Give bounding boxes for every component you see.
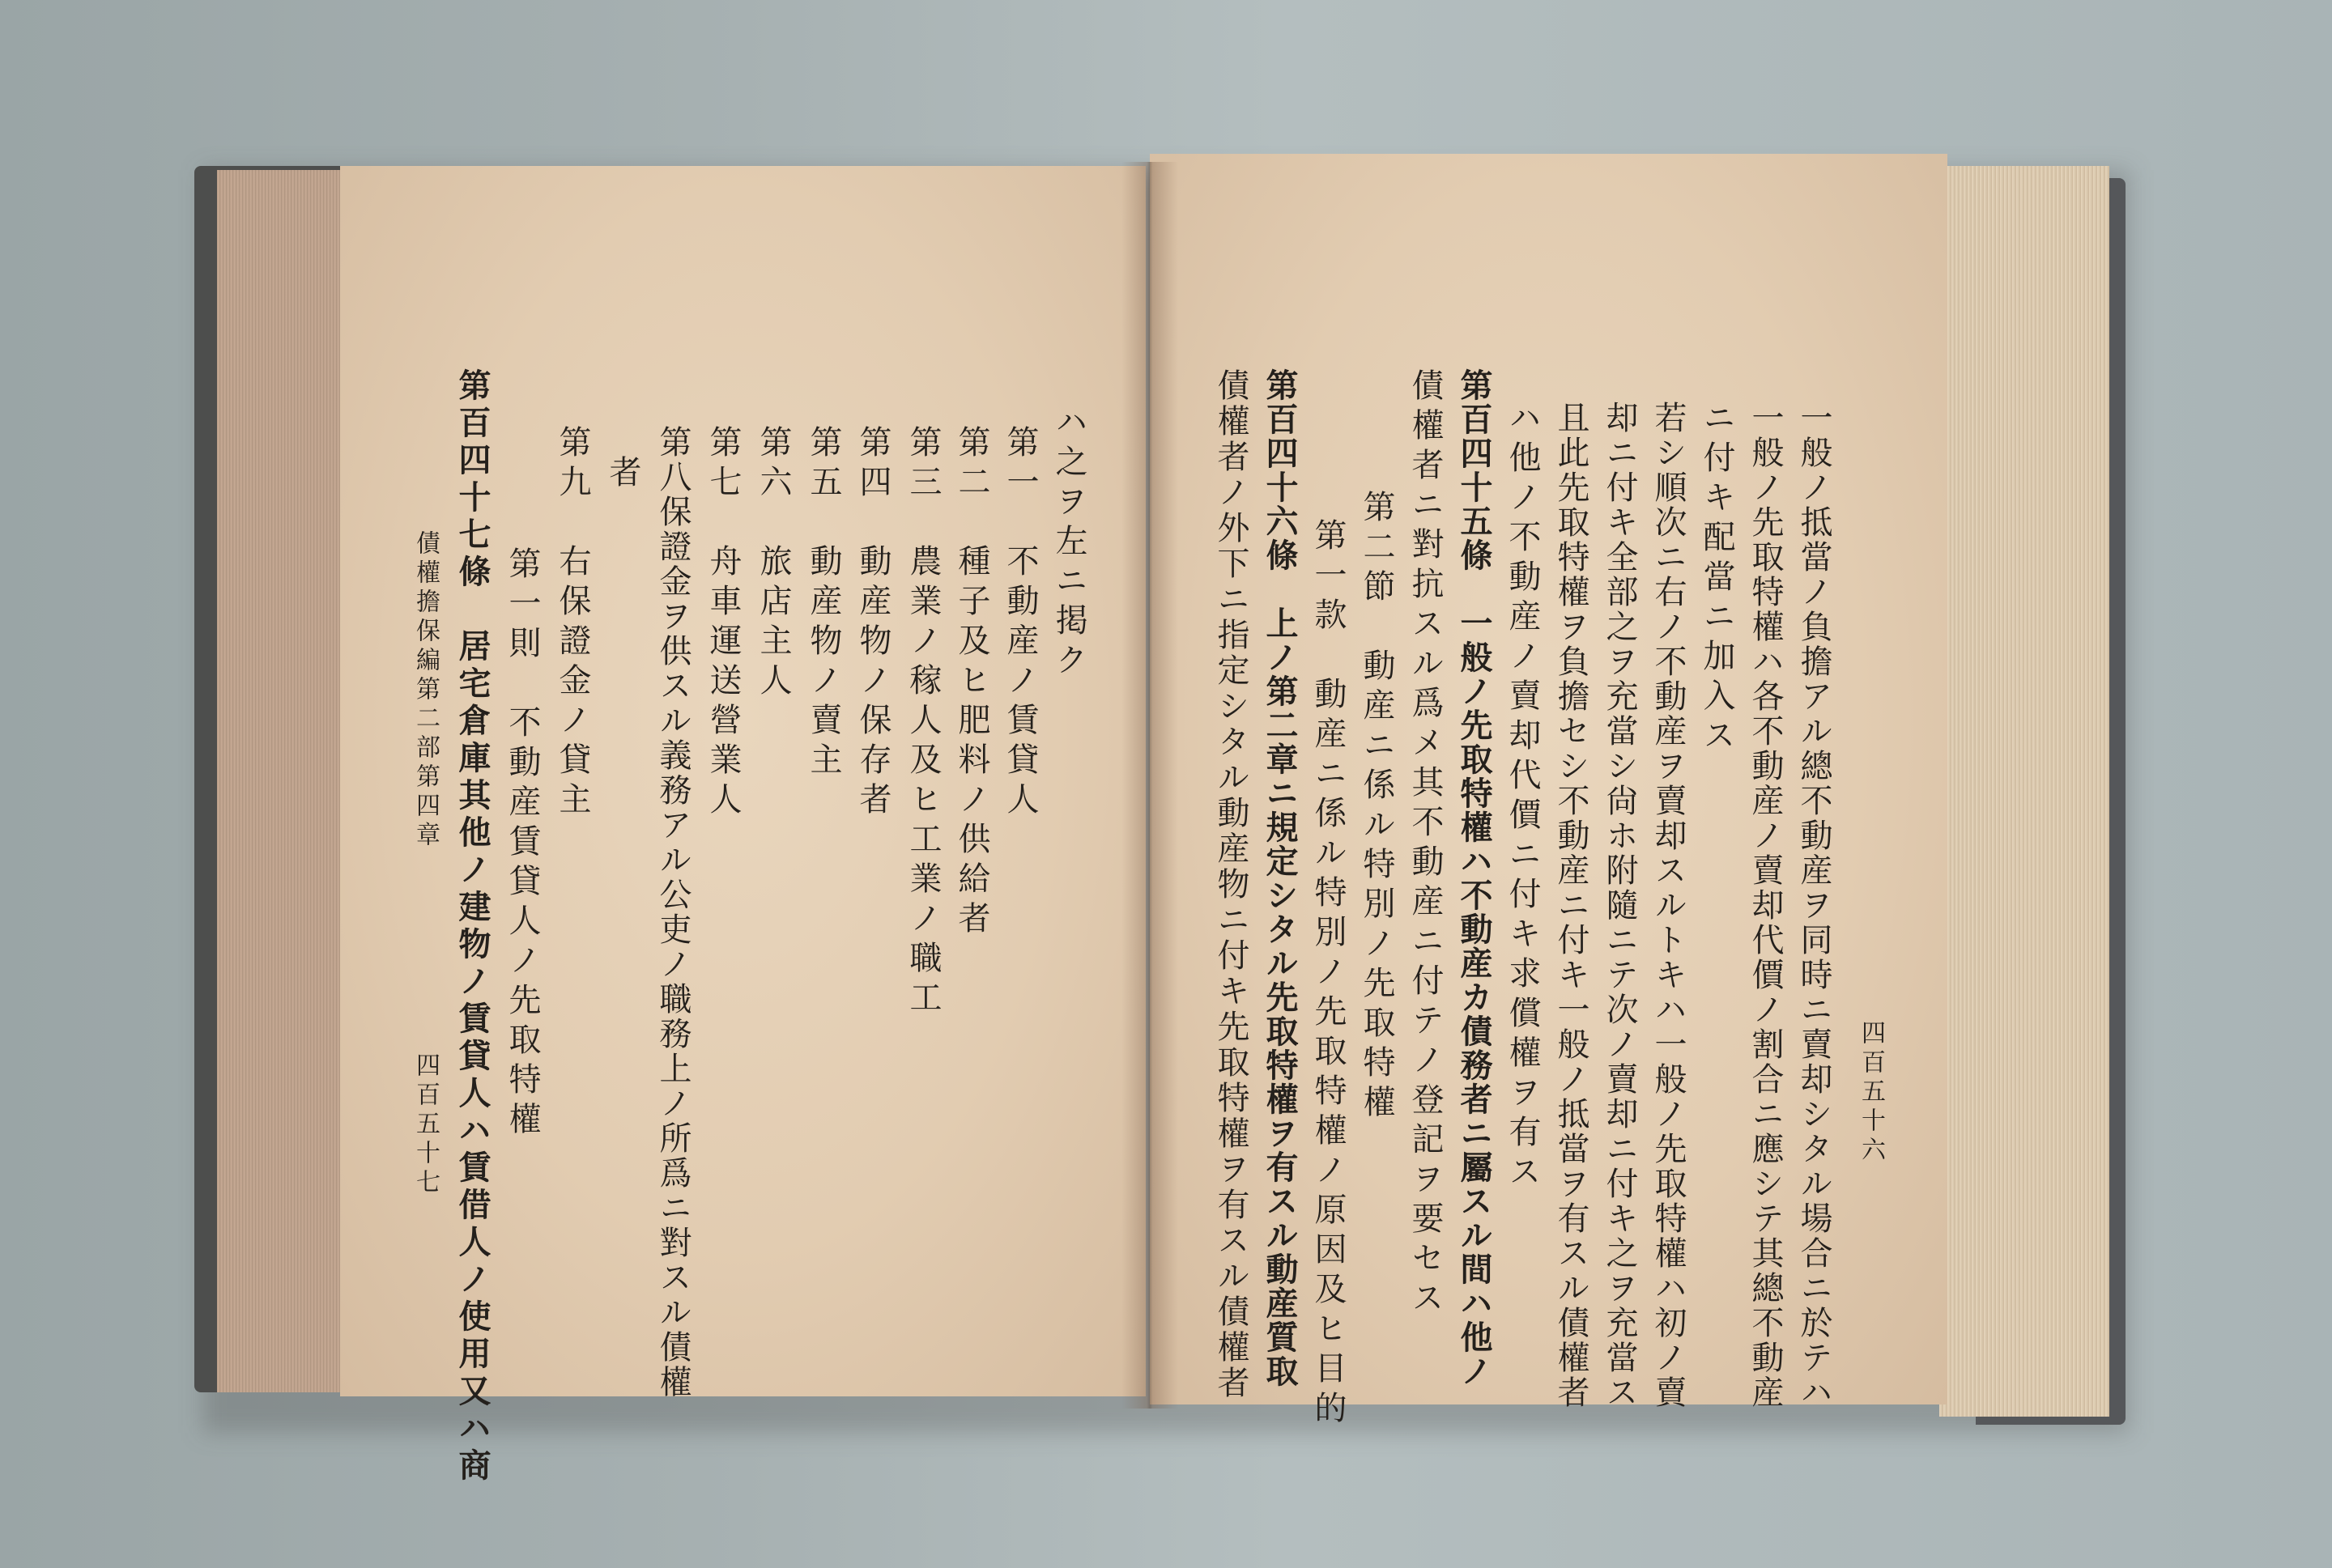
page-edges-left xyxy=(217,170,355,1392)
page-number: 四百五十六 xyxy=(1857,1020,1885,1166)
text-column: 且此先取特權ヲ負擔セシ不動産ニ付キ一般ノ抵當ヲ有スル債權者 xyxy=(1552,401,1589,1410)
rule-heading: 第一則 不動産賃貸人ノ先取特權 xyxy=(504,546,541,1141)
list-item: 第一 不動産ノ賃貸人 xyxy=(1002,425,1039,822)
list-item: 第八保證金ヲ供スル義務アル公吏ノ職務上ノ所爲ニ對スル債權 xyxy=(654,425,692,1400)
article-heading: 第百四十七條 居宅倉庫其他ノ建物ノ賃貸人ハ賃借人ノ使用又ハ商 xyxy=(453,368,492,1485)
text-column: 一般ノ抵當ノ負擔アル總不動産ヲ同時ニ賣却シタル場合ニ於テハ xyxy=(1795,401,1832,1410)
text-column: ハ他ノ不動産ノ賣却代價ニ付キ求償權ヲ有ス xyxy=(1504,401,1541,1194)
text-column: 却ニ付キ全部之ヲ充當シ尙ホ附隨ニテ次ノ賣却ニ付キ之ヲ充當ス xyxy=(1601,401,1638,1410)
text-column: ハ之ヲ左ニ掲ク xyxy=(1050,405,1087,682)
article-heading: 第百四十五條 一般ノ先取特權ハ不動産カ債務者ニ屬スル間ハ他ノ xyxy=(1455,368,1493,1388)
text-column: ニ付キ配當ニ加入ス xyxy=(1698,401,1735,758)
list-item: 第三 農業ノ稼人及ヒ工業ノ職工 xyxy=(904,425,942,1020)
text-column: 債權者ニ對抗スル爲メ其不動産ニ付テノ登記ヲ要セス xyxy=(1406,368,1444,1320)
list-item: 第六 旅店主人 xyxy=(755,425,792,703)
page-number: 四百五十七 xyxy=(411,1052,440,1198)
book-gutter xyxy=(1121,162,1178,1409)
article-heading: 第百四十六條 上ノ第二章ニ規定シタル先取特權ヲ有スル動産質取 xyxy=(1261,368,1299,1388)
list-item: 第九 右保證金ノ貸主 xyxy=(554,425,591,822)
running-head: 債權擔保編第二部第四章 xyxy=(411,530,440,851)
text-column: 一般ノ先取特權ハ各不動産ノ賣却代價ノ割合ニ應シテ其總不動産 xyxy=(1747,401,1784,1410)
subsection-heading: 第一款 動産ニ係ル特別ノ先取特權ノ原因及ヒ目的 xyxy=(1309,518,1347,1430)
list-item: 第四 動産物ノ保存者 xyxy=(854,425,892,822)
text-column: 若シ順次ニ右ノ不動産ヲ賣却スルトキハ一般ノ先取特權ハ初ノ賣 xyxy=(1649,401,1687,1410)
list-item: 第五 動産物ノ賣主 xyxy=(805,425,842,782)
section-heading: 第二節 動産ニ係ル特別ノ先取特權 xyxy=(1358,490,1395,1124)
list-item: 第七 舟車運送營業人 xyxy=(704,425,742,822)
list-item: 第二 種子及ヒ肥料ノ供給者 xyxy=(953,425,990,941)
page-edges-right xyxy=(1939,166,2109,1417)
text-column: 債權者ノ外下ニ指定シタル動産物ニ付キ先取特權ヲ有スル債權者 xyxy=(1212,368,1249,1401)
list-item-continuation: 者 xyxy=(604,455,641,495)
